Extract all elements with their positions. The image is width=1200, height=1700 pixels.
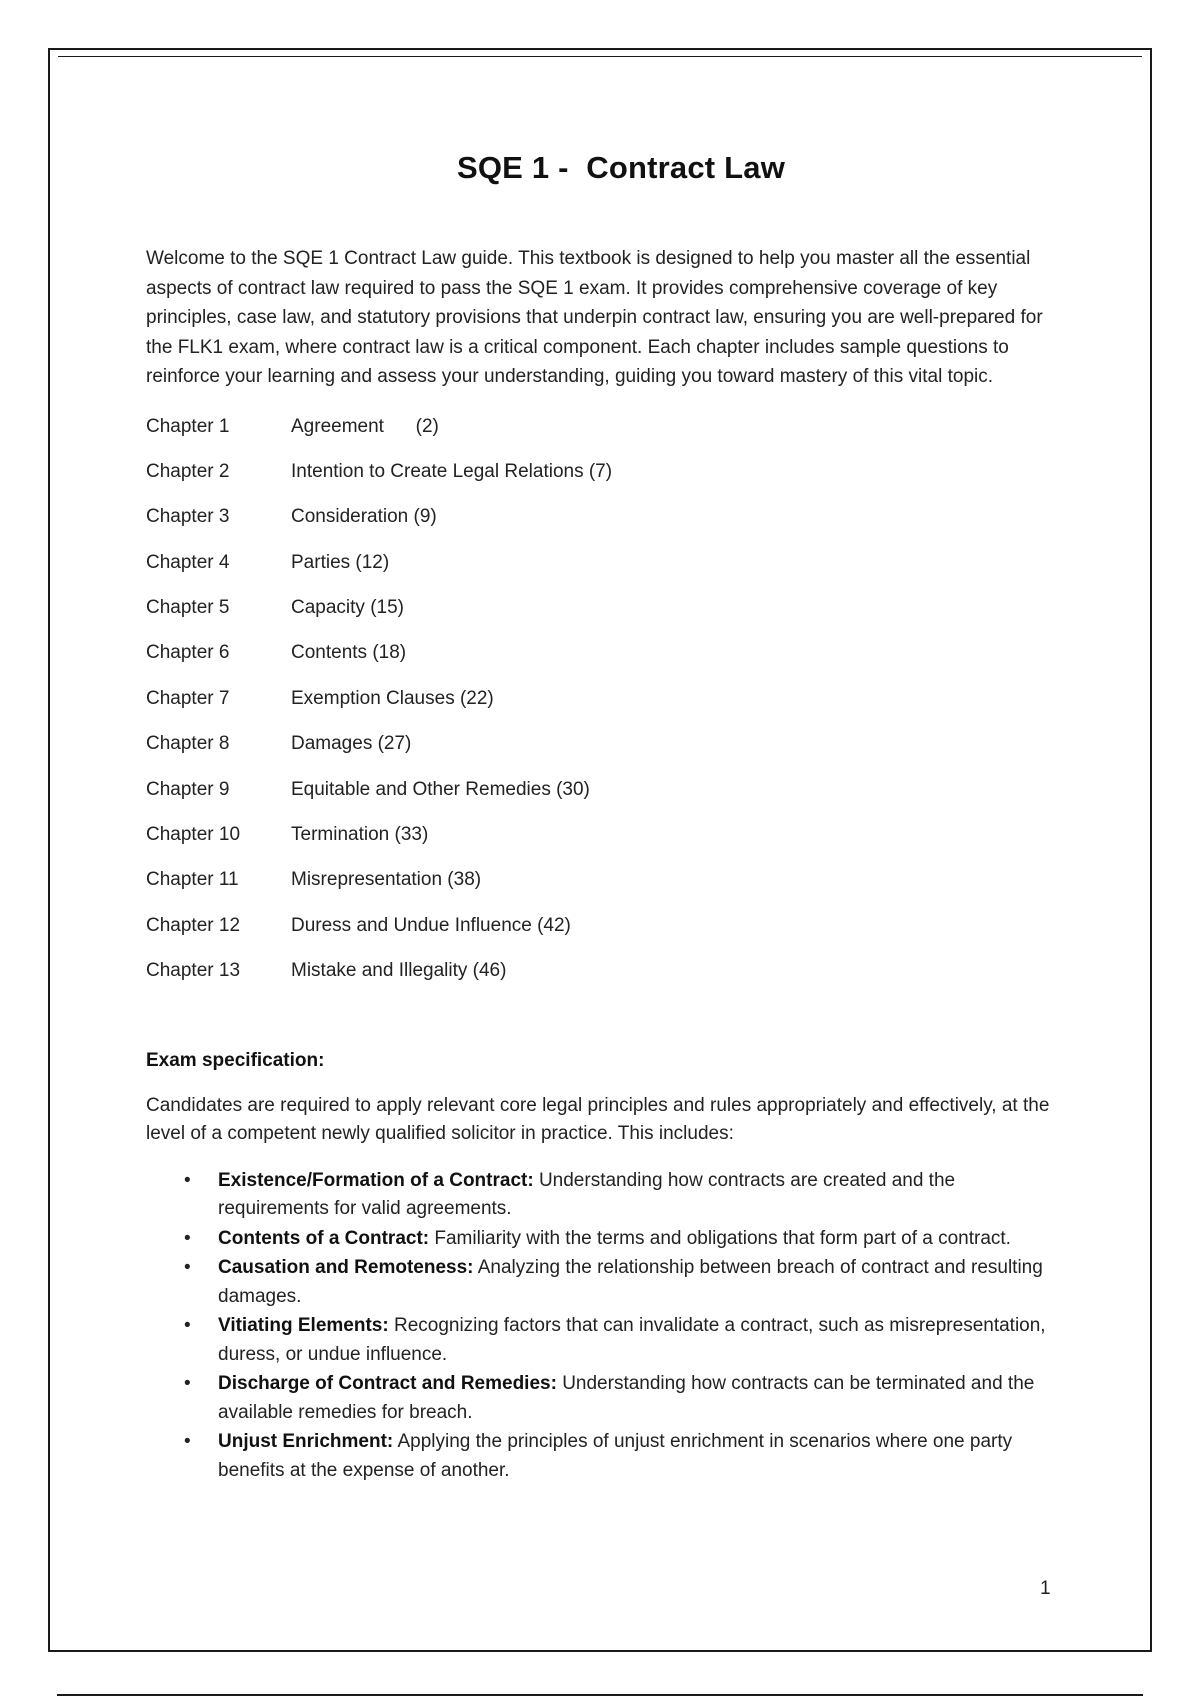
toc-title: Parties (12): [291, 551, 390, 573]
bullet-text: Analyzing the relationship between breach of contract and resulting damages.: [218, 1257, 1043, 1307]
toc-row: [146, 494, 1066, 539]
bullet-term: Discharge of Contract and Remedies:: [218, 1373, 557, 1395]
toc-row: [146, 449, 1066, 494]
toc-title: Intention to Create Legal Relations (7): [291, 460, 613, 482]
page-number: 1: [1040, 1578, 1051, 1599]
toc-row: [146, 767, 1066, 812]
bullet-term: Vitiating Elements:: [218, 1315, 389, 1337]
toc-row: [146, 630, 1066, 675]
toc-title: Consideration (9): [291, 506, 437, 528]
bullet-term: Unjust Enrichment:: [218, 1431, 394, 1453]
bullet-term: Causation and Remoteness:: [218, 1257, 474, 1279]
toc-row: [146, 857, 1066, 902]
exam-specification-heading: Exam specification:: [146, 1049, 325, 1071]
toc-chapter: Chapter 1: [146, 415, 230, 437]
toc-chapter: Chapter 10: [146, 824, 241, 846]
toc-title: Equitable and Other Remedies (30): [291, 778, 590, 800]
bullet-term: Contents of a Contract:: [218, 1227, 430, 1249]
bullet-text: Understanding how contracts are created and the requirements for valid agreements.: [218, 1169, 956, 1220]
toc-chapter: Chapter 11: [146, 869, 239, 891]
bullet-icon: •: [184, 1169, 191, 1191]
bullet-icon: •: [184, 1227, 191, 1249]
toc-title: Exemption Clauses (22): [291, 687, 494, 709]
list-item: [146, 1254, 1066, 1311]
bullet-text: Familiarity with the terms and obligations that form part of a contract.: [429, 1227, 1011, 1249]
toc-chapter: Chapter 8: [146, 733, 230, 755]
toc-chapter: Chapter 9: [146, 778, 230, 800]
toc-row: [146, 948, 1066, 993]
toc-chapter: Chapter 4: [146, 551, 230, 573]
toc-row: [146, 585, 1066, 630]
page-title: SQE 1 - Contract Law: [456, 150, 786, 185]
intro-paragraph: Welcome to the SQE 1 Contract Law guide. This textbook is designed to help you master all the essential aspects of contract law required to pass the SQE 1 exam. It provides comprehensive coverage of key principles, case law, and statutory provisions that underpin contract law, ensuring you are well-prepared for the FLK1 exam, where contract law is a critical component. Each chapter includes sample questions to reinforce your learning and assess your understanding, guiding you toward mastery of this vital topic.: [146, 248, 1043, 387]
toc-row: [146, 676, 1066, 721]
toc-title: Duress and Undue Influence (42): [291, 914, 571, 936]
list-item: [146, 1225, 1066, 1254]
list-item: [146, 1167, 1066, 1224]
toc-row: [146, 812, 1066, 857]
toc-chapter: Chapter 7: [146, 687, 230, 709]
toc-chapter: Chapter 3: [146, 506, 230, 528]
list-item: [146, 1312, 1066, 1369]
bullet-text: Recognizing factors that can invalidate a contract, such as misrepresentation, duress, or undue influence.: [218, 1315, 1046, 1365]
toc-title: Contents (18): [291, 642, 407, 664]
list-item: [146, 1370, 1066, 1427]
toc-title: Misrepresentation (38): [291, 869, 482, 891]
bullet-text: Understanding how contracts can be terminated and the available remedies for breach.: [218, 1373, 1035, 1423]
bullet-icon: •: [184, 1431, 191, 1453]
toc-title: Capacity (15): [291, 597, 404, 619]
bullet-text: Applying the principles of unjust enrichment in scenarios where one party benefits at the expense of another.: [218, 1431, 1013, 1481]
bullet-icon: •: [184, 1257, 191, 1279]
bullet-icon: •: [184, 1373, 191, 1395]
toc-chapter: Chapter 6: [146, 642, 230, 664]
list-item: [146, 1428, 1066, 1485]
toc-row: [146, 404, 1066, 449]
page-content: [146, 150, 1066, 1486]
exam-specification-body: Candidates are required to apply relevant core legal principles and rules appropriately and effectively, at the level of a competent newly qualified solicitor in practice. This includes:: [146, 1094, 1050, 1145]
toc-chapter: Chapter 5: [146, 597, 230, 619]
toc-row: [146, 721, 1066, 766]
toc-chapter: Chapter 13: [146, 960, 241, 982]
bullet-icon: •: [184, 1315, 191, 1337]
toc-row: [146, 540, 1066, 585]
toc-title: Termination (33): [291, 824, 429, 846]
toc-chapter: Chapter 12: [146, 914, 241, 936]
toc-title: Agreement (2): [291, 415, 439, 437]
toc-chapter: Chapter 2: [146, 460, 230, 482]
specification-list: [146, 1167, 1066, 1486]
table-of-contents: [146, 404, 1066, 994]
bottom-rule: [57, 1694, 1143, 1696]
bullet-term: Existence/Formation of a Contract:: [218, 1169, 534, 1191]
toc-title: Mistake and Illegality (46): [291, 960, 507, 982]
toc-title: Damages (27): [291, 733, 412, 755]
top-rule: [58, 56, 1142, 57]
toc-row: [146, 903, 1066, 948]
